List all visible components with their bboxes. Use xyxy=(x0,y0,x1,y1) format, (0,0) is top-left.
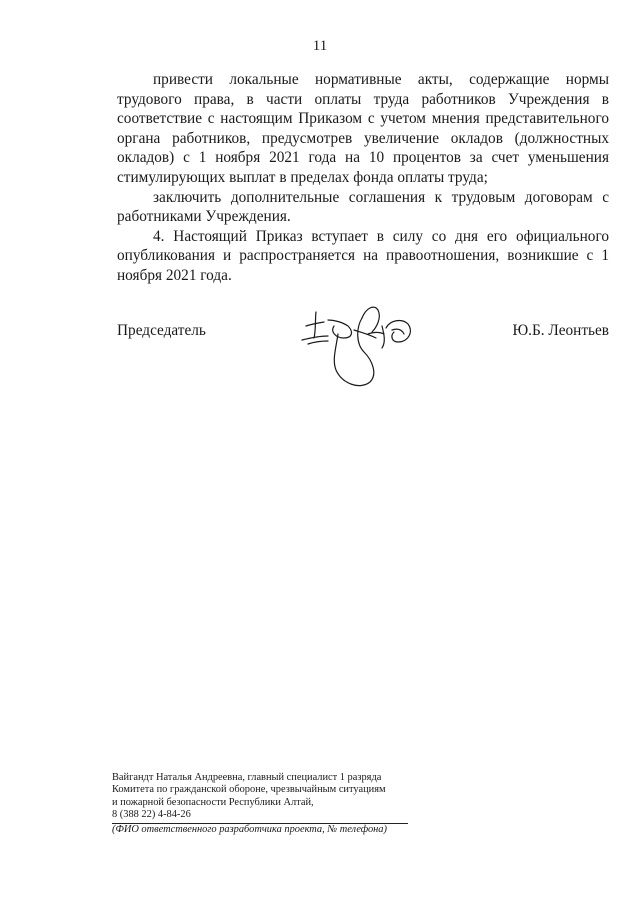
developer-info xyxy=(112,772,412,836)
paragraph-effective-date: 4. Настоящий Приказ вступает в силу со дня его официального опубликования и распространяется на правоотношения, возникшие с 1 ноября 2021 года. xyxy=(117,227,609,284)
paragraph-local-acts: привести локальные нормативные акты, содержащие нормы трудового права, в части оплаты труда работников Учреждения в соответствие с настоящим Приказом с учетом мнения представительного органа работников, предусмотрев увеличение окладов (должностных окладов) с 1 ноября 2021 года на 10 процентов за счет уменьшения стимулирующих выплат в пределах фонда оплаты труда; xyxy=(117,71,609,186)
signatory-position: Председатель xyxy=(117,322,206,339)
developer-organization-line: Комитета по гражданской обороне, чрезвычайным ситуациям xyxy=(112,784,386,796)
developer-name-line: Вайгандт Наталья Андреевна, главный специалист 1 разряда xyxy=(112,772,382,783)
page-number: 11 xyxy=(312,38,328,54)
paragraph-additional-agreements: заключить дополнительные соглашения к трудовым договорам с работниками Учреждения. xyxy=(117,188,609,226)
developer-phone: 8 (388 22) 4-84-26 xyxy=(112,809,191,821)
signatory-name: Ю.Б. Леонтьев xyxy=(512,322,609,339)
footer-caption: (ФИО ответственного разработчика проекта, № телефона) xyxy=(112,823,387,835)
developer-organization-line-2: и пожарной безопасности Республики Алтай, xyxy=(112,796,314,808)
handwritten-signature xyxy=(298,298,418,393)
document-body xyxy=(117,70,609,286)
